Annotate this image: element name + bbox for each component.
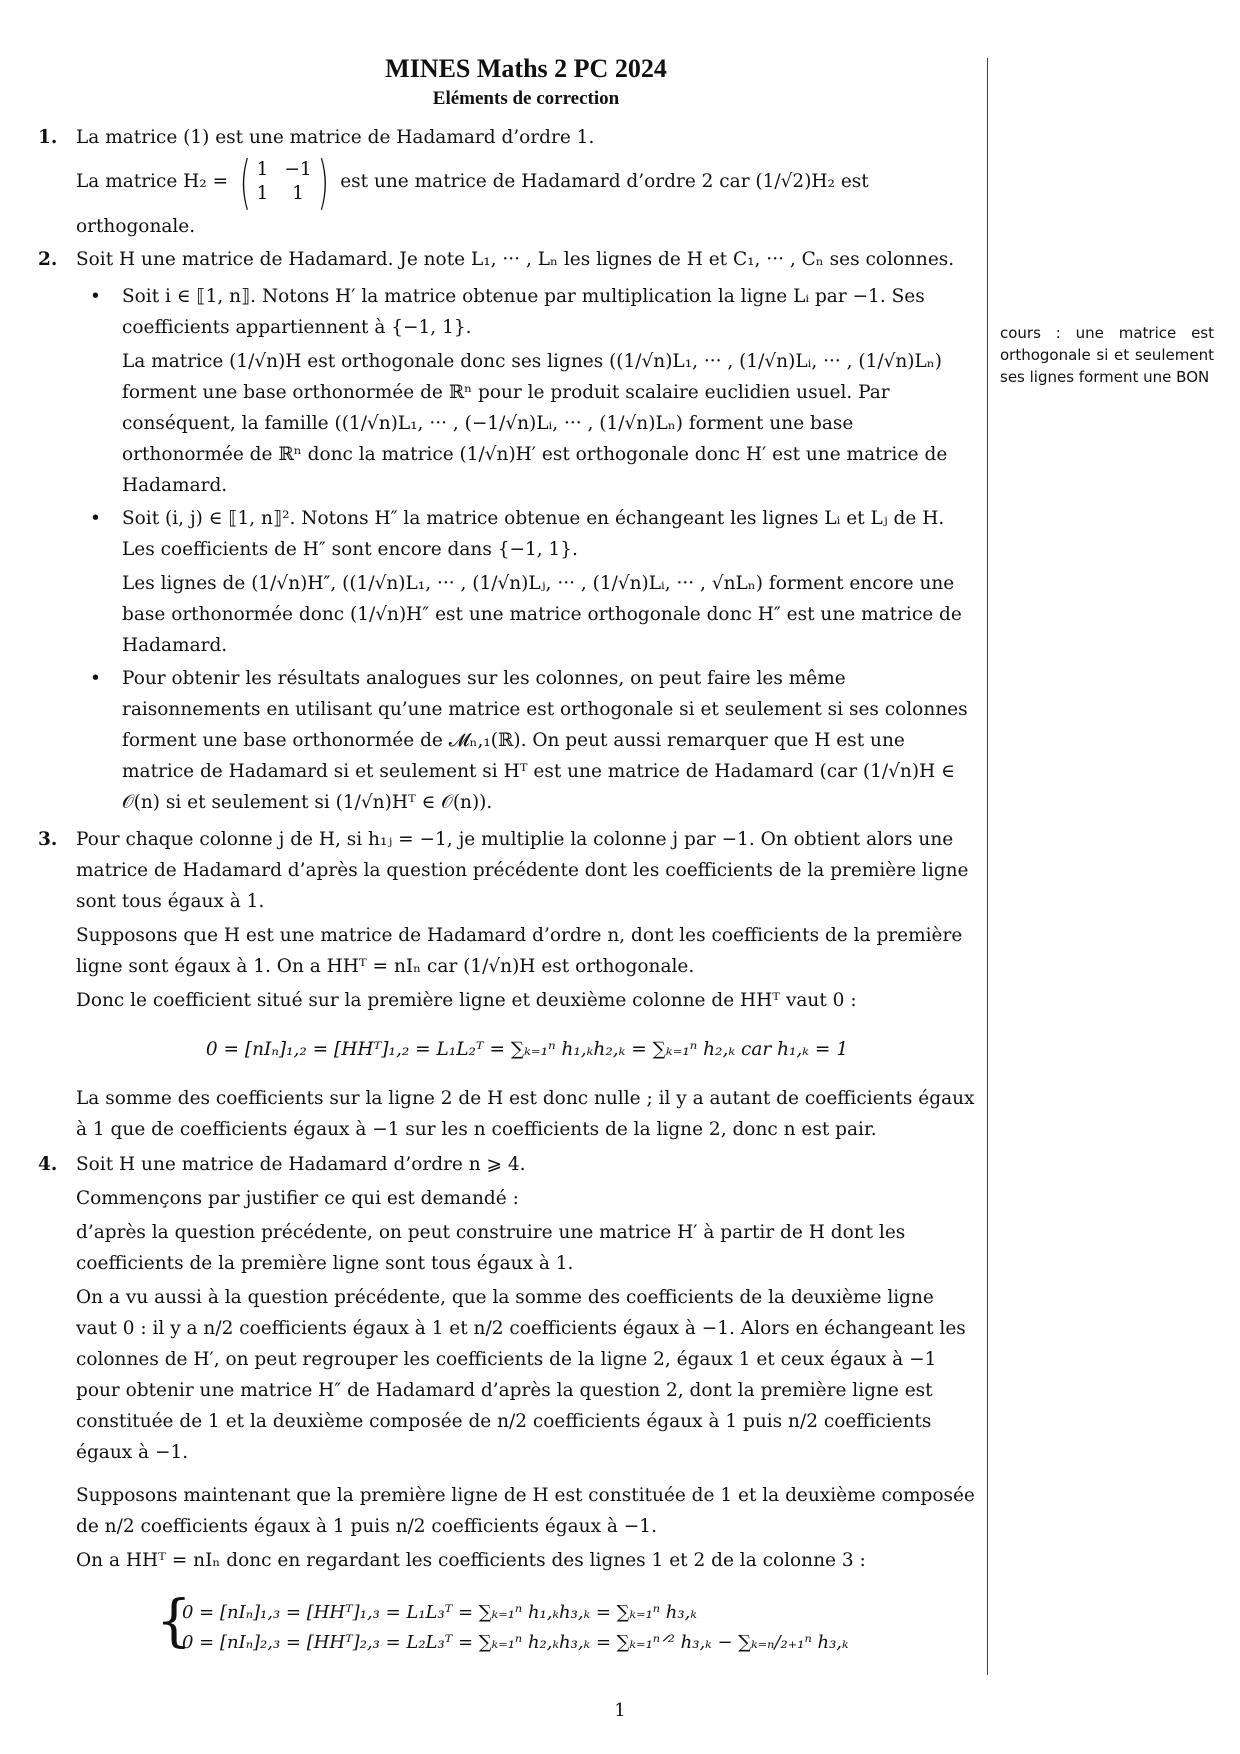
page-number: 1 (614, 1700, 626, 1721)
main-column (38, 52, 978, 1658)
paragraph: La somme des coefficients sur la ligne 2 de H est donc nulle ; il y a autant de coefficients égaux à 1 que de coefficients égaux à −1 sur les n coefficients de la ligne 2, donc n est pair. (76, 1088, 975, 1140)
question-number: 2. (38, 249, 58, 270)
question-1 (38, 122, 978, 242)
document-subtitle: Eléments de correction (432, 88, 620, 109)
question-4 (38, 1149, 978, 1658)
paragraph: Commençons par justifier ce qui est demandé : (76, 1188, 519, 1209)
display-equation: 0 = [nIₙ]₁,₂ = [HHᵀ]₁,₂ = L₁L₂ᵀ = ∑ₖ₌₁ⁿ h₁,ₖh₂,ₖ = ∑ₖ₌₁ⁿ h₂,ₖ car h₁,ₖ = 1 (205, 1039, 849, 1060)
matrix-h2 (234, 148, 334, 216)
paragraph: • Soit (i, j) ∈ ⟦1, n⟧². Notons H″ la matrice obtenue en échangeant les lignes Lᵢ et Lⱼ de H. Les coefficients de H″ sont encore dans {−1, 1}. (122, 508, 945, 560)
matrix-entries (257, 158, 312, 206)
list-item (76, 281, 978, 501)
paragraph: Donc le coefficient situé sur la première ligne et deuxième colonne de HHᵀ vaut 0 : (76, 990, 857, 1011)
paragraph: Soit H une matrice de Hadamard. Je note L₁, ··· , Lₙ les lignes de H et C₁, ··· , Cₙ ses colonnes. (76, 249, 955, 270)
document-title: MINES Maths 2 PC 2024 (385, 54, 667, 83)
matrix-entry: −1 (284, 159, 312, 180)
bullet-list (76, 281, 978, 818)
matrix-entry: 1 (256, 159, 269, 180)
matrix-suffix: est une matrice de Hadamard d’ordre 2 car (1/√2)H₂ est orthogonale. (76, 171, 869, 237)
left-brace: { (156, 1589, 192, 1654)
system-line: 0 = [nIₙ]₁,₃ = [HHᵀ]₁,₃ = L₁L₃ᵀ = ∑ₖ₌₁ⁿ h₁,ₖh₃,ₖ = ∑ₖ₌₁ⁿ h₃,ₖ (182, 1602, 697, 1623)
paragraph: d’après la question précédente, on peut construire une matrice H′ à partir de H dont les coefficients de la première ligne sont tous égaux à 1. (76, 1222, 906, 1274)
list-item (76, 503, 978, 661)
system-line: 0 = [nIₙ]₂,₃ = [HHᵀ]₂,₃ = L₂L₃ᵀ = ∑ₖ₌₁ⁿ h₂,ₖh₃,ₖ = ∑ₖ₌₁ⁿᐟ² h₃,ₖ − ∑ₖ₌ₙ/₂₊₁ⁿ h₃,ₖ (182, 1632, 849, 1653)
question-number: 4. (38, 1154, 58, 1175)
matrix-prefix: La matrice H₂ = (76, 171, 229, 192)
paragraph: La matrice (1/√n)H est orthogonale donc ses lignes ((1/√n)L₁, ··· , (1/√n)Lᵢ, ··· , (1/√n)Lₙ) forment une base orthonormée de ℝⁿ pour le produit scalaire euclidien usuel. Par conséquent, la famille ((1/√n)L₁, ··· , (−1/√n)Lᵢ, ··· , (1/√n)Lₙ) forment une base orthonormée de ℝⁿ donc la matrice (1/√n)H′ est orthogonale donc H′ est une matrice de Hadamard. (122, 351, 948, 496)
paragraph: • Pour obtenir les résultats analogues sur les colonnes, on peut faire les même raisonnements en utilisant qu’une matrice est orthogonale si et seulement si ses colonnes forment une base orthonormée de 𝓜ₙ,₁(ℝ). On peut aussi remarquer que H est une matrice de Hadamard si et seulement si Hᵀ est une matrice de Hadamard (car (1/√n)H ∈ 𝒪(n) si et seulement si (1/√n)Hᵀ ∈ 𝒪(n)). (122, 668, 968, 813)
right-paren: ) (317, 148, 329, 216)
margin-divider (987, 58, 988, 1675)
question-number: 3. (38, 829, 58, 850)
margin-note: cours : une matrice est orthogonale si et seulement ses lignes forment une BON (1000, 324, 1214, 386)
paragraph: On a vu aussi à la question précédente, que la somme des coefficients de la deuxième ligne vaut 0 : il y a n/2 coefficients égaux à 1 et n/2 coefficients égaux à −1. Alors en échangeant les colonnes de H′, on peut regrouper les coefficients de la ligne 2, égaux 1 et ceux égaux à −1 pour obtenir une matrice H″ de Hadamard d’après la question 2, dont la première ligne est constituée de 1 et la deuxième composée de n/2 coefficients égaux à 1 puis n/2 coefficients égaux à −1. (76, 1287, 966, 1463)
paragraph: On a HHᵀ = nIₙ donc en regardant les coefficients des lignes 1 et 2 de la colonne 3 : (76, 1550, 866, 1571)
matrix-line (76, 148, 978, 242)
paragraph: Les lignes de (1/√n)H″, ((1/√n)L₁, ··· , (1/√n)Lⱼ, ··· , (1/√n)Lᵢ, ··· , √nLₙ) forment encore une base orthonormée donc (1/√n)H″ est une matrice orthogonale donc H″ est une matrice de Hadamard. (122, 573, 962, 656)
left-paren: ( (239, 148, 251, 216)
question-number: 1. (38, 127, 58, 148)
paragraph: Supposons maintenant que la première ligne de H est constituée de 1 et la deuxième composée de n/2 coefficients égaux à 1 puis n/2 coefficients égaux à −1. (76, 1485, 975, 1537)
equation-system (156, 1589, 978, 1658)
paragraph: Supposons que H est une matrice de Hadamard d’ordre n, dont les coefficients de la première ligne sont égaux à 1. On a HHᵀ = nIₙ car (1/√n)H est orthogonale. (76, 925, 963, 977)
matrix-entry: 1 (292, 183, 304, 204)
paragraph: Soit H une matrice de Hadamard d’ordre n ⩾ 4. (76, 1154, 526, 1175)
paragraph: • Soit i ∈ ⟦1, n⟧. Notons H′ la matrice obtenue par multiplication la ligne Lᵢ par −1. Ses coefficients appartiennent à {−1, 1}. (122, 286, 925, 338)
matrix-entry: 1 (256, 183, 269, 204)
list-item (76, 663, 978, 818)
question-2 (38, 244, 978, 818)
paragraph: Pour chaque colonne j de H, si h₁ⱼ = −1, je multiplie la colonne j par −1. On obtient alors une matrice de Hadamard d’après la question précédente dont les coefficients de la première ligne sont tous égaux à 1. (76, 829, 969, 912)
question-3 (38, 824, 978, 1145)
paragraph: La matrice (1) est une matrice de Hadamard d’ordre 1. (76, 127, 595, 148)
